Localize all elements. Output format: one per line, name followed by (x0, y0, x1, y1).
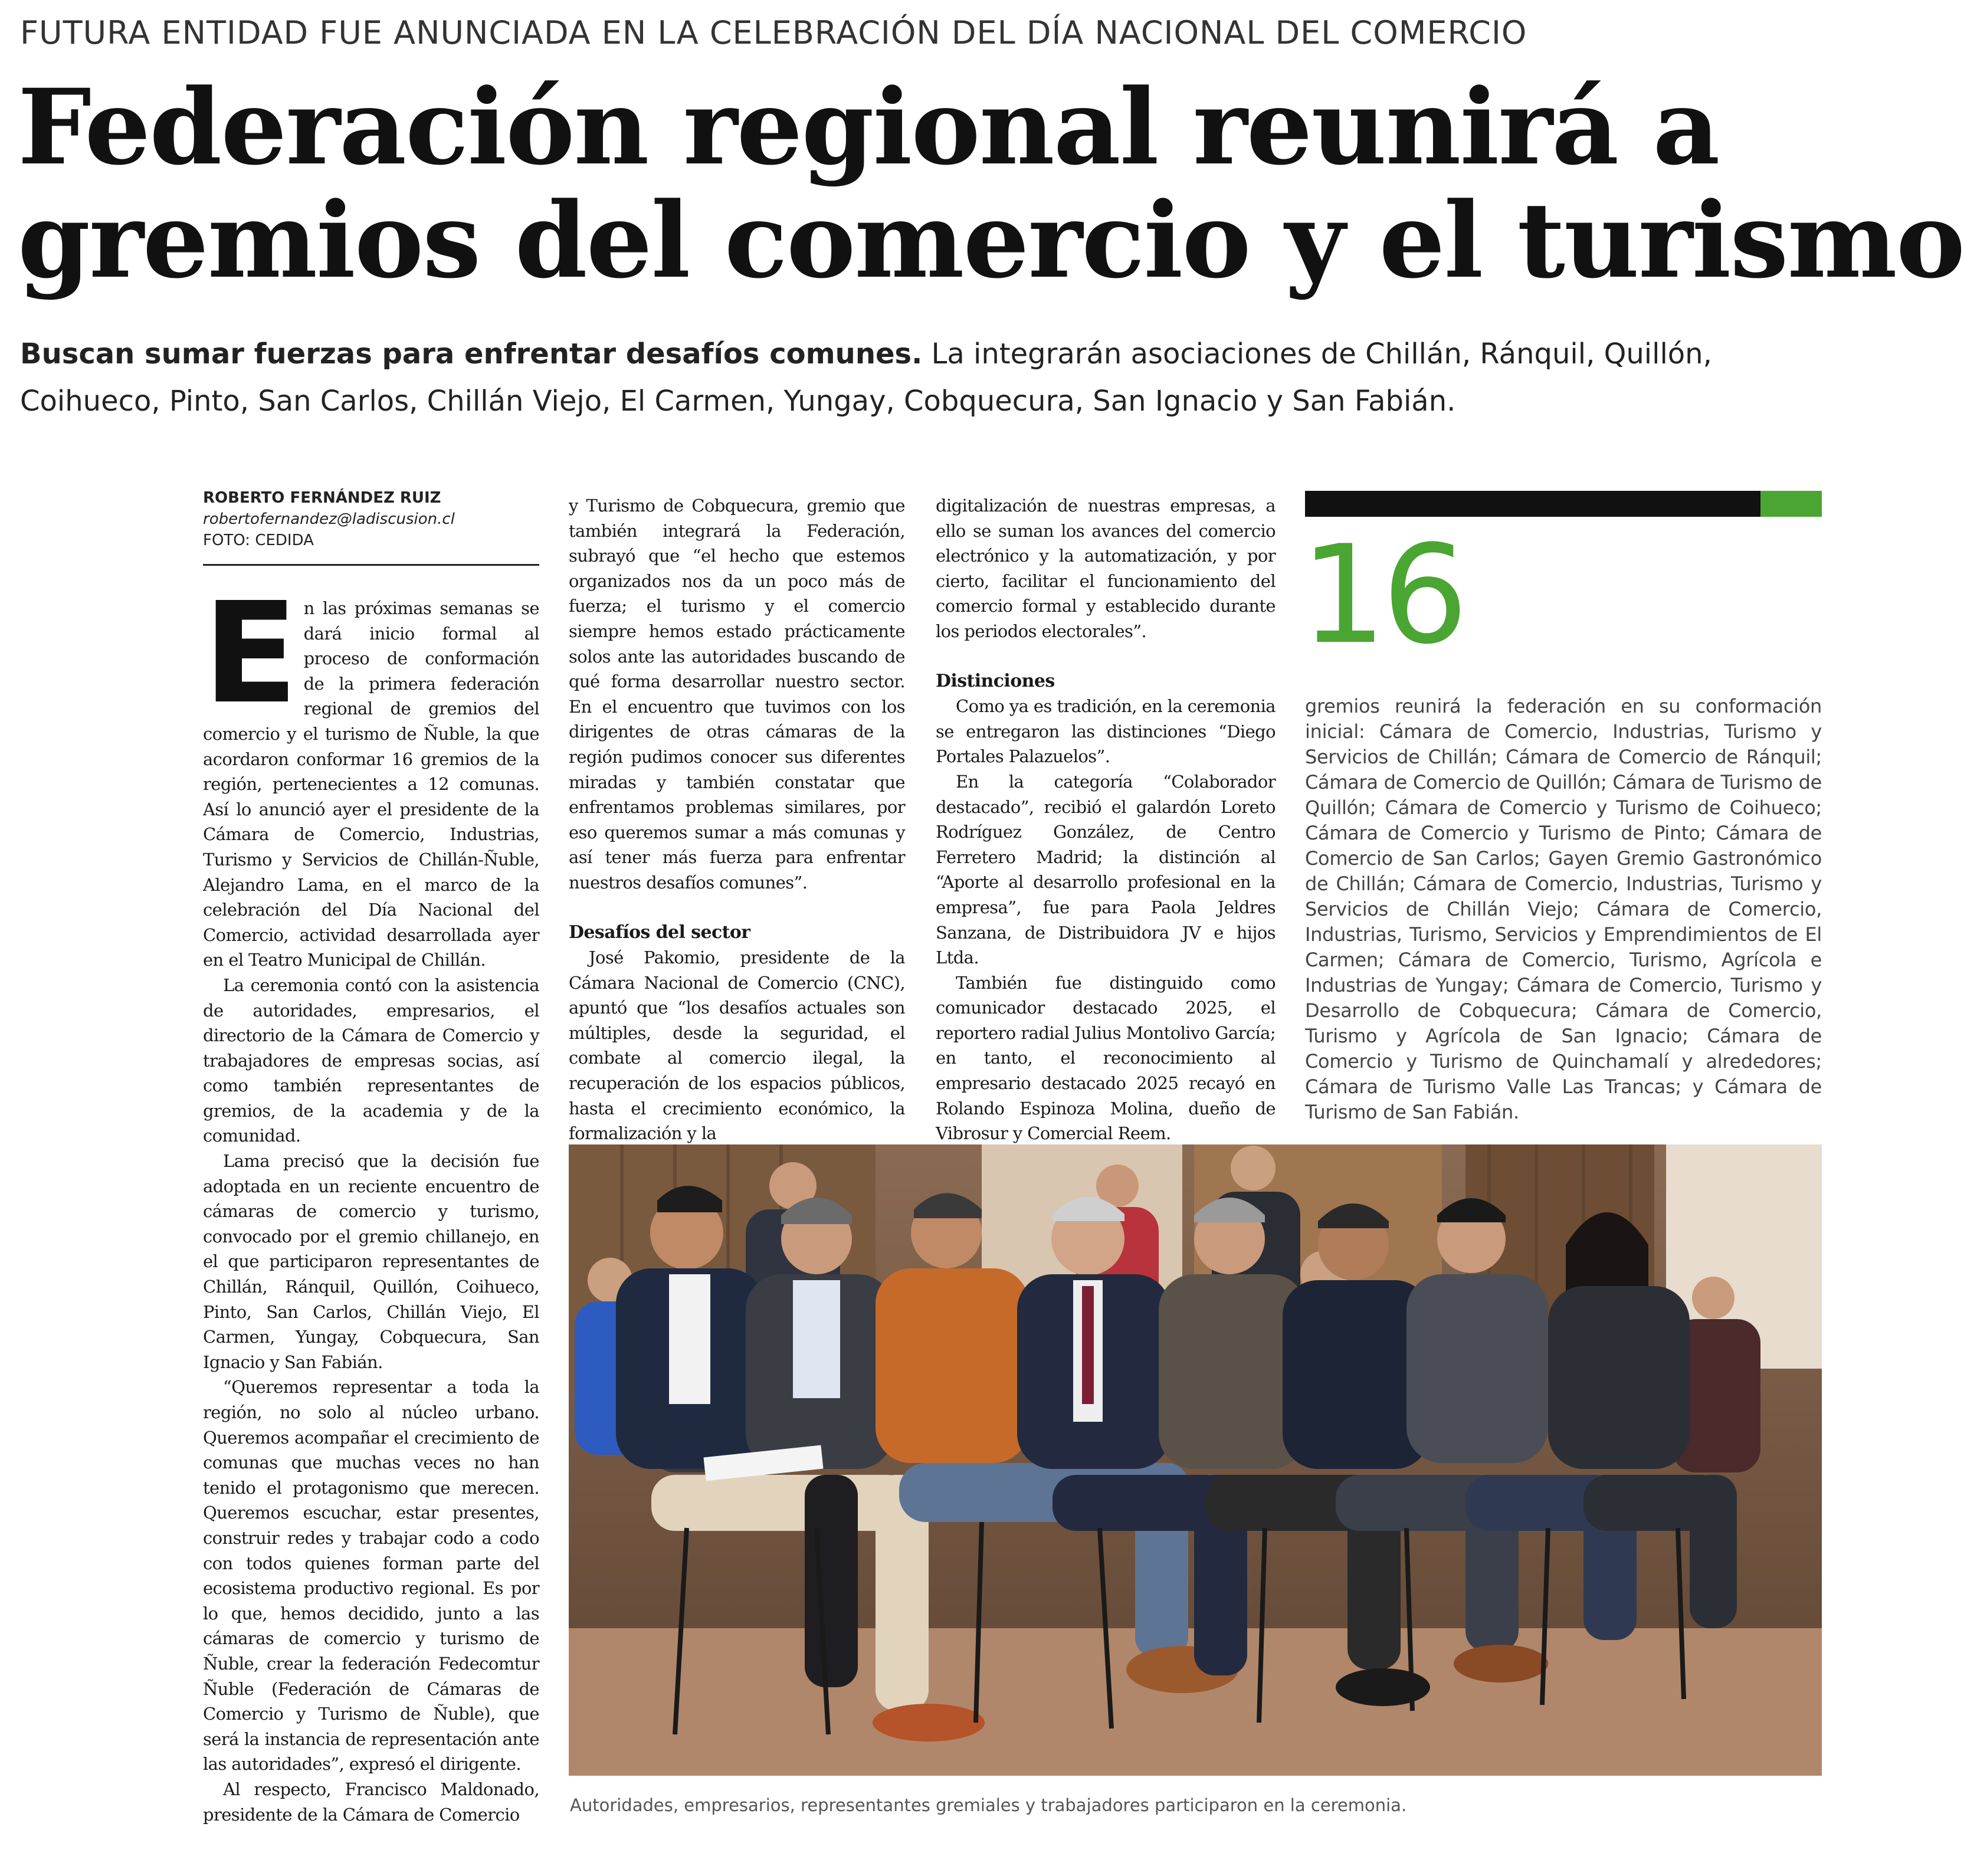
photo-caption: Autoridades, empresarios, representantes gremiales y trabajadores participaron en la ceremonia. (570, 1795, 1407, 1815)
paragraph-2: La ceremonia contó con la asistencia de autoridades, empresarios, el directorio de la Cámara de Comercio y trabajadores de empresas socias, así como también representantes de gremios, de la academia y de la comunidad. (203, 975, 539, 1146)
sidebar-accent-bar (1760, 491, 1822, 517)
subhead-distinciones: Distinciones (936, 670, 1055, 691)
sidebar-text: gremios reunirá la federación en su conformación inicial: Cámara de Comercio, Industrias, Turismo y Servicios de Chillán; Cámara de Comercio de Ránquil; Cámara de Comercio de Quillón; Cámara de Turismo de Quillón; Cámara de Comercio y Turismo de Coihueco; Cámara de Comercio y Turismo de Pinto; Cámara de Comercio de San Carlos; Gayen Gremio Gastronómico de Chillán; Cámara de Comercio, Industrias, Turismo y Servicios de Chillán Viejo; Cámara de Comercio, Industrias, Turismo, Servicios y Emprendimientos de El Carmen; Cámara de Comercio, Turismo, Agrícola e Industrias de Yungay; Cámara de Comercio, Turismo y Desarrollo de Cobquecura; Cámara de Comercio, Turismo y Agrícola de San Ignacio; Cámara de Comercio y Turismo de Quinchamalí y alrededores; Cámara de Turismo Valle Las Trancas; y Cámara de Turismo de San Fabián. (1305, 695, 1822, 1123)
paragraph-11: También fue distinguido como comunicador destacado 2025, el reportero radial Julius Montolivo García; en tanto, el reconocimiento al empresario destacado 2025 recayó en Rolando Espinoza Molina, dueño de Vibrosur y Comercial Reem. (936, 972, 1276, 1144)
headline-line-2: gremios del comercio y el turismo (18, 179, 1964, 301)
headline-line-1: Federación regional reunirá a (18, 66, 1719, 188)
kicker: FUTURA ENTIDAD FUE ANUNCIADA EN LA CELEBRACIÓN DEL DÍA NACIONAL DEL COMERCIO (20, 14, 1527, 51)
paragraph-1-text: n las próximas semanas se dará inicio formal al proceso de conformación de la primera federación regional de gremios del comercio y el turismo de Ñuble, la que acordaron conformar 16 gremios de la región, pertenecientes a 12 comunas. Así lo anunció ayer el presidente de la Cámara de Comercio, Industrias, Turismo y Servicios de Chillán-Ñuble, Alejandro Lama, en el marco de la celebración del Día Nacional del Comercio, actividad desarrollada ayer en el Teatro Municipal de Chillán. (203, 598, 539, 970)
article-column-2 (569, 493, 905, 1144)
paragraph-7: José Pakomio, presidente de la Cámara Nacional de Comercio (CNC), apuntó que “los desafíos actuales son múltiples, desde la seguridad, el combate al comercio ilegal, la recuperación de los espacios públicos, hasta el crecimiento económico, la formalización y la (569, 947, 905, 1144)
byline-photo-credit: FOTO: CEDIDA (203, 532, 314, 549)
byline-divider (203, 564, 539, 566)
headline (18, 66, 1964, 301)
paragraph-3: Lama precisó que la decisión fue adoptada en un reciente encuentro de cámaras de comercio y turismo, convocado por el gremio chillanejo, en el que participaron representantes de Chillán, Ránquil, Quillón, Coihueco, Pinto, San Carlos, Chillán Viejo, El Carmen, Yungay, Cobquecura, San Ignacio y San Fabián. (203, 1151, 539, 1372)
byline-author: ROBERTO FERNÁNDEZ RUIZ (203, 489, 441, 507)
deck-lead: Buscan sumar fuerzas para enfrentar desafíos comunes. (20, 337, 923, 370)
paragraph-9: Como ya es tradición, en la ceremonia se entregaron las distinciones “Diego Portales Palazuelos”. (936, 696, 1276, 767)
byline-email[interactable]: robertofernandez@ladiscusion.cl (203, 510, 455, 528)
article-column-1 (203, 572, 539, 1852)
sidebar-big-number: 16 (1300, 517, 1464, 674)
sidebar-header-bar (1305, 491, 1760, 517)
paragraph-5: Al respecto, Francisco Maldonado, presidente de la Cámara de Comercio (203, 1779, 539, 1825)
paragraph-4: “Queremos representar a toda la región, no solo al núcleo urbano. Queremos acompañar el crecimiento de comunas que muchas veces no han tenido el protagonismo que merecen. Queremos escuchar, estar presentes, construir redes y trabajar codo a codo con todos quienes forman parte del ecosistema productivo regional. Es por lo que, hemos decidido, junto a las cámaras de comercio y turismo de Ñuble, crear la federación Fedecomtur Ñuble (Federación de Cámaras de Comercio y Turismo de Ñuble), que será la instancia de representación ante las autoridades”, expresó el dirigente. (203, 1377, 539, 1775)
subhead-desafios: Desafíos del sector (569, 921, 750, 943)
paragraph-8: digitalización de nuestras empresas, a ello se suman los avances del comercio electrónico y la automatización, y por cierto, facilitar el funcionamiento del comercio formal y establecido durante los periodos electorales”. (936, 496, 1276, 641)
ceremony-photo (569, 1144, 1822, 1776)
paragraph-1 (203, 572, 539, 973)
article-column-3 (936, 493, 1276, 1144)
deck-rest: La integrarán asociaciones de Chillán, Ránquil, Quillón, Coihueco, Pinto, San Carlos, Chillán Viejo, El Carmen, Yungay, Cobquecura, San Ignacio y San Fabián. (20, 337, 1712, 418)
drop-cap: E (203, 572, 298, 734)
byline (203, 487, 539, 551)
paragraph-10: En la categoría “Colaborador destacado”, recibió el galardón Loreto Rodríguez González, de Centro Ferretero Madrid; la distinción al “Aporte al desarrollo profesional en la empresa”, fue para Paola Jeldres Sanzana, de Distribuidora JV e hijos Ltda. (936, 771, 1276, 968)
deck (20, 330, 1825, 425)
ceremony-photo-illustration (569, 1144, 1822, 1776)
paragraph-6: y Turismo de Cobquecura, gremio que también integrará la Federación, subrayó que “el hecho que estemos organizados nos da un poco más de fuerza; el turismo y el comercio siempre hemos estado prácticamente solos ante las autoridades buscando de qué forma desarrollar nuestro sector. En el encuentro que tuvimos con los dirigentes de otras cámaras de la región pudimos conocer sus diferentes miradas y también constatar que enfrentamos problemas similares, por eso queremos sumar a más comunas y así tener más fuerza para enfrentar nuestros desafíos comunes”. (569, 496, 905, 893)
